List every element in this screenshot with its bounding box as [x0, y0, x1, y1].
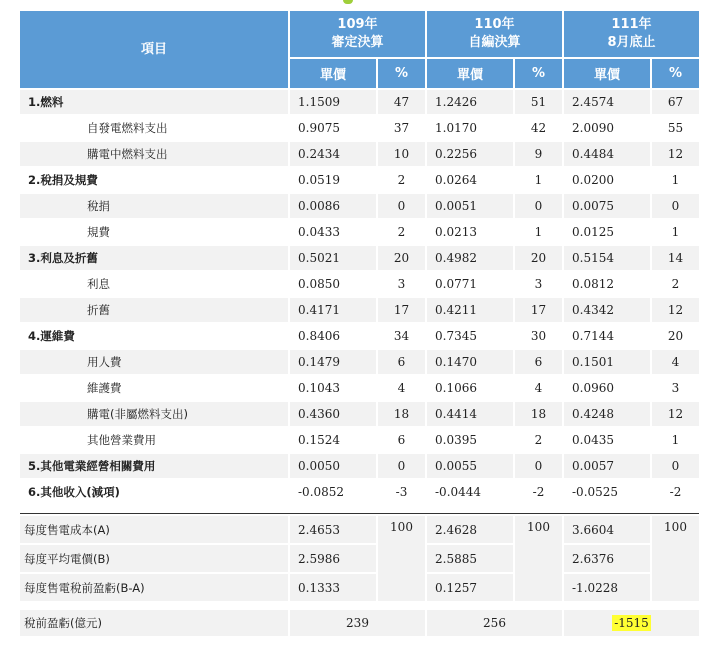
- unit-price-cell: 0.4248: [564, 402, 650, 426]
- summary-cost-111: 3.6604: [564, 516, 650, 543]
- header-percent: %: [515, 59, 562, 88]
- header-unit-price: 單價: [564, 59, 650, 88]
- percent-cell: 14: [652, 246, 699, 270]
- percent-cell: 6: [378, 428, 425, 452]
- subitem-label: 其他營業費用: [20, 428, 288, 452]
- unit-price-cell: 0.4484: [564, 142, 650, 166]
- percent-cell: 17: [515, 298, 562, 322]
- percent-cell: 4: [378, 376, 425, 400]
- summary-price-109: 2.5986: [290, 545, 376, 572]
- unit-price-cell: 1.2426: [427, 90, 513, 114]
- unit-price-cell: 0.1524: [290, 428, 376, 452]
- percent-cell: 18: [378, 402, 425, 426]
- percent-cell: 3: [378, 272, 425, 296]
- table-row: [20, 350, 699, 374]
- percent-cell: 20: [378, 246, 425, 270]
- unit-price-cell: 0.2256: [427, 142, 513, 166]
- unit-price-cell: 0.5021: [290, 246, 376, 270]
- subitem-label: 稅捐: [20, 194, 288, 218]
- header-item: 項目: [20, 11, 288, 88]
- unit-price-cell: 0.4342: [564, 298, 650, 322]
- category-label: 4.運維費: [20, 324, 288, 348]
- subitem-label: 規費: [20, 220, 288, 244]
- table-row: [20, 246, 699, 270]
- percent-cell: 2: [378, 220, 425, 244]
- summary-price-111: 2.6376: [564, 545, 650, 572]
- unit-price-cell: 0.1501: [564, 350, 650, 374]
- unit-price-cell: 0.0075: [564, 194, 650, 218]
- percent-cell: 18: [515, 402, 562, 426]
- pretax-111: [564, 610, 699, 636]
- table-row: [20, 142, 699, 166]
- percent-cell: 3: [652, 376, 699, 400]
- pretax-109: 239: [290, 610, 425, 636]
- percent-cell: 20: [652, 324, 699, 348]
- percent-cell: 17: [378, 298, 425, 322]
- summary-price-110: 2.5885: [427, 545, 513, 572]
- summary-price-label: 每度平均電價(B): [20, 545, 288, 572]
- percent-cell: 47: [378, 90, 425, 114]
- table-row: [20, 480, 699, 504]
- pretax-110: 256: [427, 610, 562, 636]
- percent-cell: 12: [652, 402, 699, 426]
- unit-price-cell: 0.4171: [290, 298, 376, 322]
- category-label: 1.燃料: [20, 90, 288, 114]
- unit-price-cell: 0.0057: [564, 454, 650, 478]
- subitem-label: 自發電燃料支出: [20, 116, 288, 140]
- percent-cell: 0: [378, 194, 425, 218]
- unit-price-cell: 2.4574: [564, 90, 650, 114]
- unit-price-cell: 1.0170: [427, 116, 513, 140]
- summary-cost-pct-109: 100: [378, 516, 425, 601]
- subitem-label: 用人費: [20, 350, 288, 374]
- subitem-label: 購電中燃料支出: [20, 142, 288, 166]
- percent-cell: 9: [515, 142, 562, 166]
- unit-price-cell: 0.0050: [290, 454, 376, 478]
- unit-price-cell: 0.0850: [290, 272, 376, 296]
- top-indicator: [343, 0, 353, 4]
- unit-price-cell: 0.7345: [427, 324, 513, 348]
- subitem-label: 折舊: [20, 298, 288, 322]
- unit-price-cell: 0.1470: [427, 350, 513, 374]
- header-period-111: 111年 8月底止: [564, 11, 699, 57]
- header-period-110: 110年 自編決算: [427, 11, 562, 57]
- percent-cell: 67: [652, 90, 699, 114]
- table-row: [20, 168, 699, 192]
- percent-cell: 6: [378, 350, 425, 374]
- summary-profit-109: 0.1333: [290, 574, 376, 601]
- category-label: 3.利息及折舊: [20, 246, 288, 270]
- unit-price-cell: 0.0960: [564, 376, 650, 400]
- percent-cell: 2: [515, 428, 562, 452]
- percent-cell: -2: [652, 480, 699, 504]
- electricity-cost-table: [18, 9, 701, 638]
- summary-profit-111: -1.0228: [564, 574, 650, 601]
- unit-price-cell: 0.0433: [290, 220, 376, 244]
- percent-cell: 4: [652, 350, 699, 374]
- unit-price-cell: 0.9075: [290, 116, 376, 140]
- percent-cell: 42: [515, 116, 562, 140]
- unit-price-cell: 0.0435: [564, 428, 650, 452]
- table-row: [20, 220, 699, 244]
- unit-price-cell: 0.0086: [290, 194, 376, 218]
- summary-profit-label: 每度售電稅前盈虧(B-A): [20, 574, 288, 601]
- unit-price-cell: 0.0771: [427, 272, 513, 296]
- table-row: [20, 324, 699, 348]
- summary-profit-110: 0.1257: [427, 574, 513, 601]
- unit-price-cell: -0.0852: [290, 480, 376, 504]
- table-row: [20, 454, 699, 478]
- table-row: [20, 116, 699, 140]
- unit-price-cell: 0.5154: [564, 246, 650, 270]
- percent-cell: 1: [652, 168, 699, 192]
- unit-price-cell: 0.4360: [290, 402, 376, 426]
- header-percent: %: [652, 59, 699, 88]
- table-row: [20, 272, 699, 296]
- percent-cell: 1: [652, 220, 699, 244]
- unit-price-cell: 0.0051: [427, 194, 513, 218]
- percent-cell: 3: [515, 272, 562, 296]
- percent-cell: 2: [378, 168, 425, 192]
- percent-cell: 30: [515, 324, 562, 348]
- header-unit-price: 單價: [290, 59, 376, 88]
- unit-price-cell: 0.0519: [290, 168, 376, 192]
- header-percent: %: [378, 59, 425, 88]
- percent-cell: 1: [652, 428, 699, 452]
- unit-price-cell: -0.0444: [427, 480, 513, 504]
- unit-price-cell: 1.1509: [290, 90, 376, 114]
- table-row: [20, 298, 699, 322]
- unit-price-cell: 0.4414: [427, 402, 513, 426]
- percent-cell: 0: [515, 454, 562, 478]
- percent-cell: 20: [515, 246, 562, 270]
- unit-price-cell: 0.0395: [427, 428, 513, 452]
- percent-cell: 10: [378, 142, 425, 166]
- unit-price-cell: 0.4982: [427, 246, 513, 270]
- percent-cell: 4: [515, 376, 562, 400]
- summary-cost-pct-111: 100: [652, 516, 699, 601]
- percent-cell: 1: [515, 168, 562, 192]
- percent-cell: -2: [515, 480, 562, 504]
- table-row: [20, 194, 699, 218]
- unit-price-cell: 0.0055: [427, 454, 513, 478]
- percent-cell: 37: [378, 116, 425, 140]
- table-row: [20, 428, 699, 452]
- unit-price-cell: 0.1043: [290, 376, 376, 400]
- summary-cost-label: 每度售電成本(A): [20, 516, 288, 543]
- percent-cell: 34: [378, 324, 425, 348]
- percent-cell: 0: [378, 454, 425, 478]
- unit-price-cell: 0.1479: [290, 350, 376, 374]
- percent-cell: 12: [652, 298, 699, 322]
- summary-cost-109: 2.4653: [290, 516, 376, 543]
- subitem-label: 利息: [20, 272, 288, 296]
- table-row: [20, 402, 699, 426]
- category-label: 6.其他收入(減項): [20, 480, 288, 504]
- header-unit-price: 單價: [427, 59, 513, 88]
- percent-cell: 0: [652, 194, 699, 218]
- percent-cell: -3: [378, 480, 425, 504]
- unit-price-cell: 0.0125: [564, 220, 650, 244]
- table-row: [20, 90, 699, 114]
- unit-price-cell: 0.7144: [564, 324, 650, 348]
- percent-cell: 51: [515, 90, 562, 114]
- percent-cell: 6: [515, 350, 562, 374]
- unit-price-cell: 0.8406: [290, 324, 376, 348]
- percent-cell: 55: [652, 116, 699, 140]
- unit-price-cell: 0.1066: [427, 376, 513, 400]
- unit-price-cell: 0.0264: [427, 168, 513, 192]
- unit-price-cell: 0.0213: [427, 220, 513, 244]
- pretax-label: 稅前盈虧(億元): [20, 610, 288, 636]
- summary-cost-110: 2.4628: [427, 516, 513, 543]
- unit-price-cell: -0.0525: [564, 480, 650, 504]
- pretax-111-highlight: -1515: [614, 616, 649, 630]
- unit-price-cell: 0.0812: [564, 272, 650, 296]
- subitem-label: 維護費: [20, 376, 288, 400]
- category-label: 2.稅捐及規費: [20, 168, 288, 192]
- percent-cell: 0: [515, 194, 562, 218]
- percent-cell: 12: [652, 142, 699, 166]
- unit-price-cell: 0.2434: [290, 142, 376, 166]
- unit-price-cell: 2.0090: [564, 116, 650, 140]
- unit-price-cell: 0.4211: [427, 298, 513, 322]
- percent-cell: 1: [515, 220, 562, 244]
- table-row: [20, 376, 699, 400]
- percent-cell: 2: [652, 272, 699, 296]
- percent-cell: 0: [652, 454, 699, 478]
- unit-price-cell: 0.0200: [564, 168, 650, 192]
- category-label: 5.其他電業經營相關費用: [20, 454, 288, 478]
- header-period-109: 109年 審定決算: [290, 11, 425, 57]
- subitem-label: 購電(非屬燃料支出): [20, 402, 288, 426]
- summary-cost-pct-110: 100: [515, 516, 562, 601]
